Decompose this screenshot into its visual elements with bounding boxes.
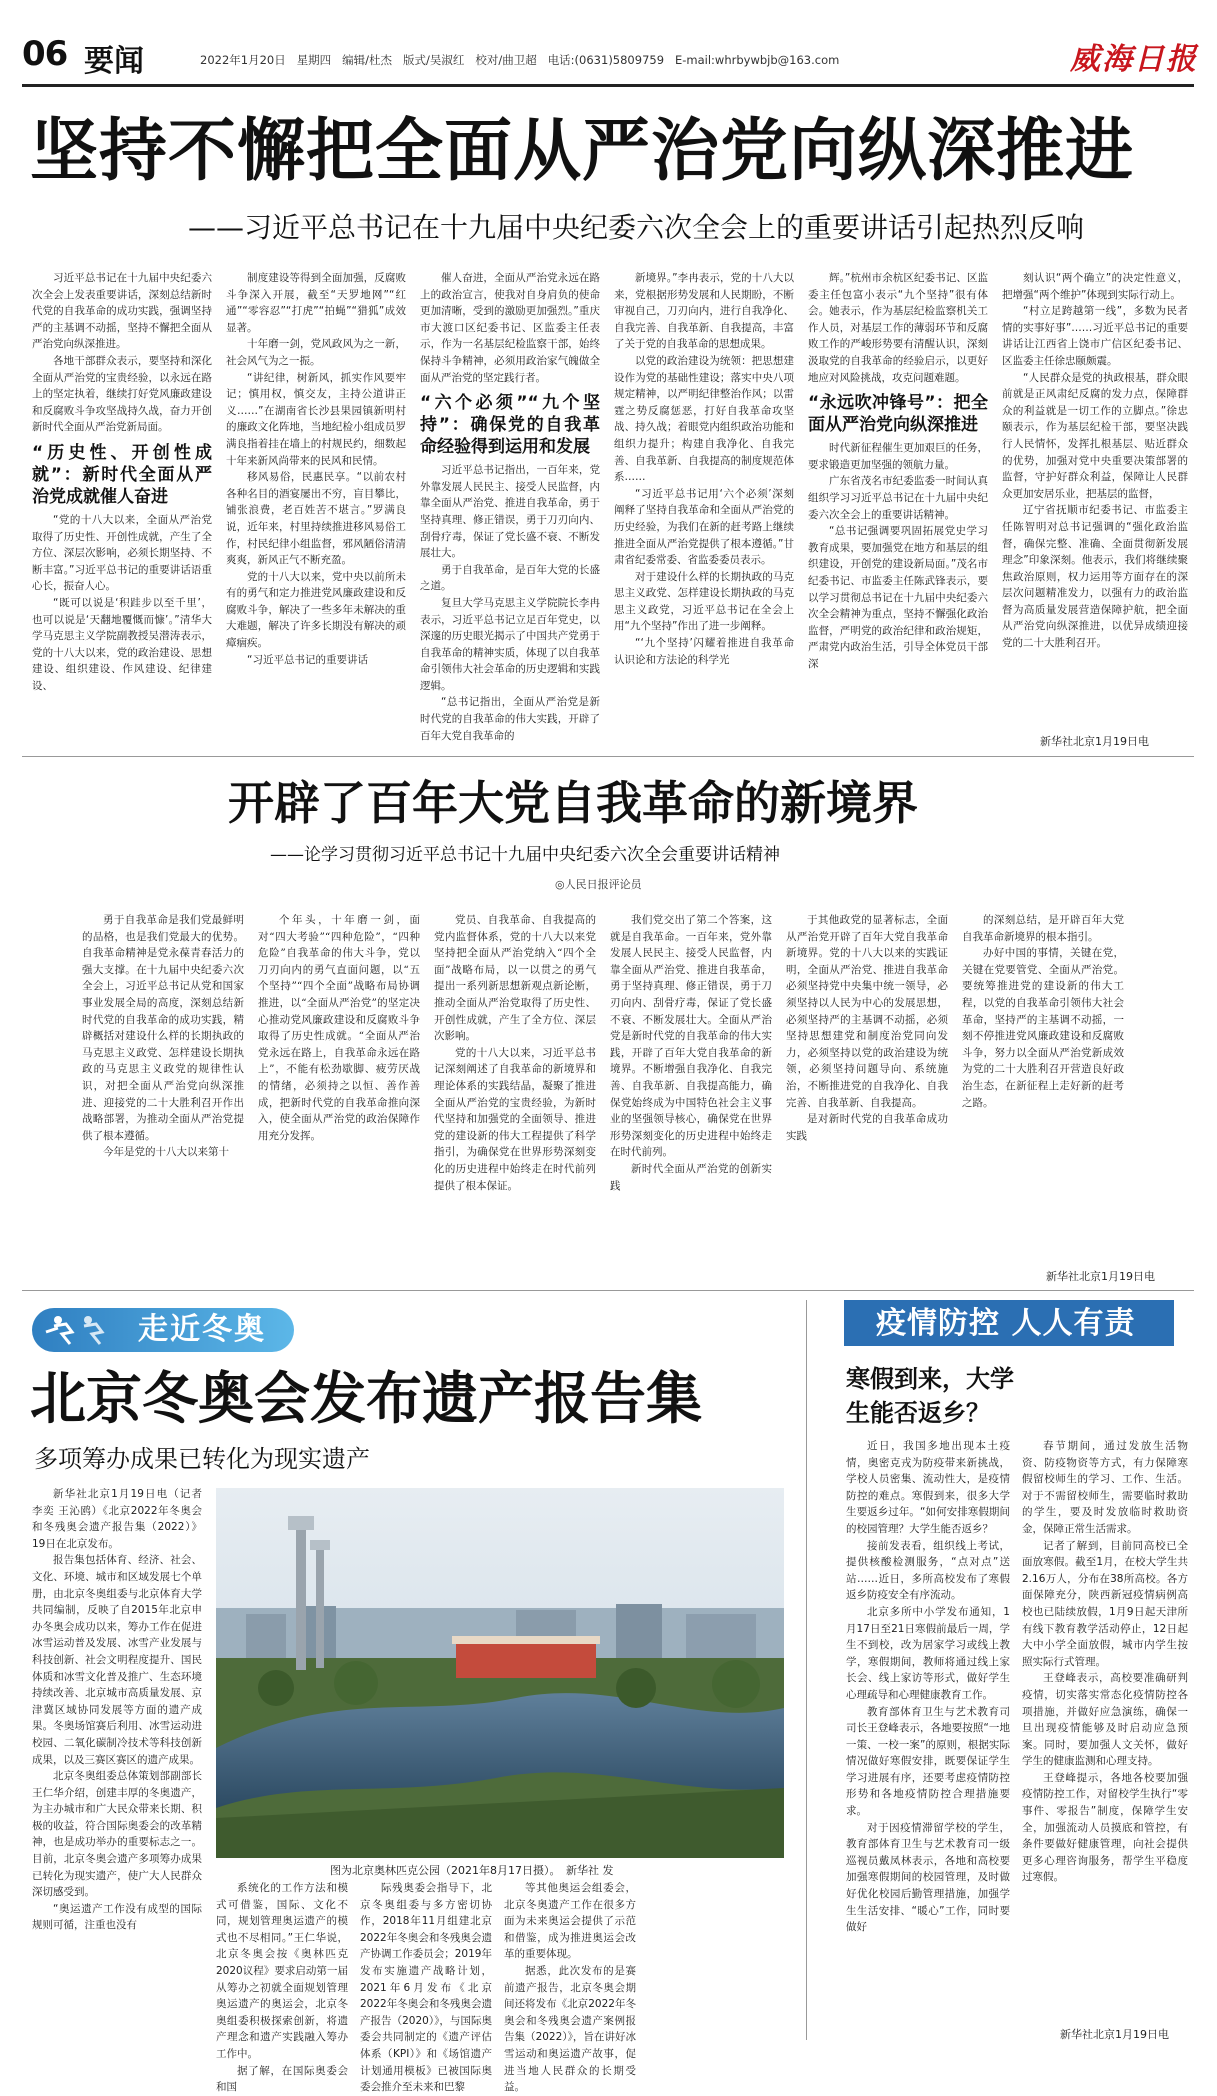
story1-paragraph: 刻认识“两个确立”的决定性意义，把增强“两个维护”体现到实际行动上。 <box>1002 272 1188 301</box>
story2-column-3 <box>434 912 596 1284</box>
header-layout: 版式/吴淑红 <box>403 53 465 67</box>
story2-credit: 新华社北京1月19日电 <box>1046 1270 1155 1283</box>
story4-paragraph: 王登峰提示，各地各校要加强疫情防控工作，对留校学生执行“零事件、零报告”制度，保障学生安全，加强流动人员摸底和管控，有条件要做好健康管理，向社会提供更多心理咨询服务，帮学生平稳度过寒假。 <box>1022 1771 1188 1884</box>
story2-paragraph: 今年是党的十八大以来第十 <box>103 1146 229 1159</box>
story4-paragraph: 北京多所中小学发布通知，1月17日至21日寒假前最后一周，学生不到校，改为居家学习或线上教学，寒假期间，教师将通过线上家长会、线上家访等形式，做好学生心理疏导和心理健康教育工作。 <box>846 1605 1010 1701</box>
story1-subtitle-2: “六个必须”“九个坚持”：确保党的自我革命经验得到运用和发展 <box>420 393 600 458</box>
story3-headline: 北京冬奥会发布遗产报告集 <box>30 1366 702 1432</box>
story1-paragraph: “‘九个坚持’闪耀着推进自我革命认识论和方法论的科学光 <box>614 637 794 666</box>
story4-headline: 寒假到来，大学生能否返乡？ <box>846 1365 1014 1427</box>
story2-paragraph: 勇于自我革命是我们党最鲜明的品格，也是我们党最大的优势。自我革命精神是党永葆青春活力的强大支撑。在十九届中央纪委六次全会上，习近平总书记从党和国家事业发展全局的高度，深刻总结新时代党的自我革命的成功实践，精辟概括对建设什么样的长期执政的马克思主义政党、怎样建设长期执政的马克思主义政党的规律性认识，对把全面从严治党向纵深推进、迎接党的二十大胜利召开作出战略部署，为推动全面从严治党提供了根本遵循。 <box>82 914 244 1142</box>
story4-paragraph: 接前发表看，组织线上考试，提供核酸检测服务，“点对点”送站……近日，多所高校发布了寒假返乡防疫安全有序流动。 <box>846 1539 1010 1602</box>
story1-paragraph: “总书记指出，全面从严治党是新时代党的自我革命的伟大实践，开辟了百年大党自我革命的 <box>420 696 600 742</box>
header-date: 2022年1月20日 <box>200 53 286 67</box>
story1-paragraph: 十年磨一剑，党风政风为之一新，社会风气为之一振。 <box>226 338 406 367</box>
header-phone: 电话:(0631)5809759 <box>547 53 665 67</box>
story1-paragraph: “习近平总书记的重要讲话 <box>247 653 368 666</box>
story3-paragraph: 据悉，此次发布的是赛前遗产报告，北京冬奥会期间还将发布《北京2022年冬奥会和冬残奥会遗产案例报告集（2022）》，旨在讲好冰雪运动和奥运遗产故事，促进当地人民群众的长期受益。 <box>504 1964 636 2094</box>
story2-paragraph: 党的十八大以来，习近平总书记深刻阐述了自我革命的新境界和理论体系的实践结晶，凝聚了推进全面从严治党的宝贵经验，为新时代坚持和加强党的全面领导、推进党的建设新的伟大工程提供了科学指引，为确保党在世界形势深刻变化的历史进程中始终走在时代前列提供了根本保证。 <box>434 1046 596 1192</box>
header-proof: 校对/曲卫超 <box>475 53 537 67</box>
story4-paragraph: 近日，我国多地出现本土疫情，奥密克戎为防疫带来新挑战，学校人员密集、流动性大，是疫情防控的难点。寒假到来，很多大学生要返乡过年。“如何安排寒假期间的校园管理？大学生能否返乡？ <box>846 1440 1010 1535</box>
story1-column-3 <box>420 270 600 745</box>
header-editor: 编辑/杜杰 <box>342 53 393 67</box>
skater-icon <box>40 1312 120 1348</box>
story1-subtitle-1: “历史性、开创性成就”：新时代全面从严治党成就催人奋进 <box>32 442 212 507</box>
masthead-logo: 威海日报 <box>1070 42 1198 77</box>
page-number: 06 <box>22 34 68 74</box>
story1-paragraph: “既可以说是‘积跬步以至千里’，也可以说是‘天翻地覆慨而慷’。”清华大学马克思主义学院副教授吴潜涛表示，党的十八大以来，党的政治建设、思想建设、组织建设、作风建设、纪律建设、 <box>32 596 212 692</box>
story3-subhead: 多项筹办成果已转化为现实遗产 <box>34 1445 370 1473</box>
story2-subhead: ——论学习贯彻习近平总书记十九届中央纪委六次全会重要讲话精神 <box>270 845 780 865</box>
story2-headline: 开辟了百年大党自我革命的新境界 <box>228 776 918 830</box>
divider <box>22 1290 1194 1291</box>
story4-column-1 <box>846 1438 1010 2043</box>
story2-paragraph: 我们党交出了第二个答案，这就是自我革命。一百年来，党外靠发展人民民主、接受人民监督，内靠全面从严治党、推进自我革命，勇于坚持真理、修正错误，勇于刀刃向内、刮骨疗毒，保证了党长盛不衰、不断发展壮大。全面从严治党是新时代党的自我革命的伟大实践，开辟了百年大党自我革命的新境界。不断增强自我净化、自我完善、自我革新、自我提高能力，确保党始终成为中国特色社会主义事业的坚强领导核心，确保党在世界形势深刻变化的历史进程中始终走在时代前列。 <box>610 914 772 1159</box>
story3-paragraph: 际残奥委会指导下，北京冬奥组委与多方密切协作，2018年11月组建北京2022年冬奥会和冬残奥会遗产协调工作委员会；2019年发布实施遗产战略计划，2021年6月发布《北京2022年冬奥会和冬残奥会遗产报告（2020）》，与国际奥委会共同制定的《遗产评估体系（KPI）》和《场馆遗产计划通用模板》已被国际奥委会推介至未来和巴黎 <box>360 1882 492 2094</box>
story3-paragraph: 报告集包括体育、经济、社会、文化、环境、城市和区域发展七个单册，由北京冬奥组委与北京体育大学共同编制，反映了自2015年北京申办冬奥会成功以来，筹办工作在促进冰雪运动普及发展、冰雪产业发展与科技创新、社会文明程度提升、国民体质和冰雪文化普及推广、生态环境持续改善、北京城市高质量发展、京津冀区域协同发展等方面的遗产成果。冬奥场馆赛后利用、冰雪运动进校园、二氧化碳制冷技术等科技创新成果，以及三赛区赛区的遗产成果。 <box>32 1554 202 1766</box>
story3-paragraph: 等其他奥运会组委会，北京冬奥遗产工作在很多方面为未来奥运会提供了示范和借鉴，成为推进奥运会改革的重要体现。 <box>504 1882 636 1961</box>
story1-paragraph: 复旦大学马克思主义学院院长李冉表示，习近平总书记立足百年党史，以深邃的历史眼光揭示了中国共产党勇于自我革命的精神实质，体现了以自我革命引领伟大社会革命的历史逻辑和实践逻辑。 <box>420 596 600 692</box>
story3-paragraph: 新华社北京1月19日电（记者 李奕 王沁鸥）《北京2022年冬奥会和冬残奥会遗产报告集（2022）》19日在北京发布。 <box>32 1488 202 1550</box>
story1-paragraph: 新境界。”李冉表示，党的十八大以来，党根据形势发展和人民期盼，不断审视自己，刀刃向内，进行自我净化、自我完善、自我革新、自我提高，丰富了关于党的自我革命的思想成果。 <box>614 272 794 351</box>
olympic-park-photo <box>216 1488 784 1858</box>
story3-column-2 <box>216 1880 348 2094</box>
section-name: 要闻 <box>84 44 144 79</box>
story1-paragraph: 党的十八大以来，党中央以前所未有的勇气和定力推进党风廉政建设和反腐败斗争，解决了一些多年未解决的重大难题，解决了许多长期没有解决的顽瘴痼疾。 <box>226 570 406 650</box>
story1-paragraph: 以党的政治建设为统领：把思想建设作为党的基础性建设；落实中央八项规定精神，以严明纪律整治作风；以雷霆之势反腐惩恶，打好自我革命攻坚战、持久战；着眼党内组织政治功能和组织力提升；构建自我净化、自我完善、自我革新、自我提高的制度规范体系…… <box>614 354 794 484</box>
story2-byline: ◎人民日报评论员 <box>555 878 642 891</box>
story1-paragraph: 广东省茂名市纪委监委一时间认真组织学习习近平总书记在十九届中央纪委六次全会上的重要讲话精神。 <box>808 475 988 521</box>
story1-column-5 <box>808 270 988 745</box>
story1-subtitle-3: “永远吹冲锋号”：把全面从严治党向纵深推进 <box>808 393 988 436</box>
story1-paragraph: “村立足跨越第一线”，多数为民者情的实事好事”……习近平总书记的重要讲话让江西省上饶市广信区纪委书记、区监委主任徐忠颐颇震。 <box>1002 305 1188 367</box>
story4-credit: 新华社北京1月19日电 <box>1060 2028 1169 2041</box>
photo-caption: 图为北京奥林匹克公园（2021年8月17日摄）。 新华社 发 <box>330 1864 614 1877</box>
story3-column-3 <box>360 1880 492 2094</box>
story3-paragraph: 据了解，在国际奥委会和国 <box>216 2064 348 2094</box>
story1-paragraph: “党的十八大以来，全面从严治党取得了历史性、开创性成就，产生了全方位、深层次影响，必须长期坚持、不断丰富。”习近平总书记的重要讲话语重心长，振奋人心。 <box>32 513 212 593</box>
story3-tag: 走近冬奥 <box>138 1312 266 1347</box>
story1-paragraph: 习近平总书记指出，一百年来，党外靠发展人民民主、接受人民监督，内靠全面从严治党、推进自我革命，勇于坚持真理、修正错误，勇于刀刃向内、刮骨疗毒，保证了党长盛不衰、不断发展壮大。 <box>420 464 600 560</box>
story2-column-1 <box>82 912 244 1284</box>
story2-paragraph: 办好中国的事情，关键在党，关键在党要管党、全面从严治党。要统筹推进党的建设新的伟大工程，以党的自我革命引领伟大社会革命，坚持严的主基调不动摇，一刻不停推进党风廉政建设和反腐败斗争，努力以全面从严治党新成效为党的二十大胜利召开营造良好政治生态，在新征程上走好新的赶考之路。 <box>962 947 1124 1109</box>
story3-column-4 <box>504 1880 636 2094</box>
story3-paragraph: “奥运遗产工作没有成型的国际规则可循，注重也没有 <box>32 1902 202 1932</box>
story4-paragraph: 春节期间，通过发放生活物资、防疫物资等方式，有力保障寒假留校师生的学习、工作、生活。对于不需留校师生，需要临时救助的学生，要及时发放临时救助资金，保障正常生活需求。 <box>1022 1440 1188 1535</box>
story2-column-4 <box>610 912 772 1284</box>
story1-credit: 新华社北京1月19日电 <box>1040 735 1149 748</box>
story1-paragraph: 习近平总书记在十九届中央纪委六次全会上发表重要讲话，深刻总结新时代党的自我革命的成功实践，强调坚持严的主基调不动摇，坚持不懈把全面从严治党向纵深推进。 <box>32 272 212 351</box>
header-rule <box>22 84 1194 87</box>
story4-paragraph: 记者了解到，目前同高校已全面放寒假。截至1月，在校大学生共2.16万人，分布在38所高校。各方面保障充分，陕西新冠疫情病例高校也已陆续放假，1月9日起天津所有线下教育教学活动停止，12日起大中小学全面放假，城市内学生按照实际行式管理。 <box>1022 1539 1188 1668</box>
story2-paragraph: 于其他政党的显著标志，全面从严治党开辟了百年大党自我革命新境界。党的十八大以来的实践证明，全面从严治党、推进自我革命必须坚持党中央集中统一领导，必须坚持以人民为中心的发展思想，必须坚持严的主基调不动摇，必须坚持思想建党和制度治党同向发力，必须坚持以党的政治建设为统领，必须坚持问题导向、系统施治，不断推进党的自我净化、自我完善、自我革新、自我提高。 <box>786 914 948 1109</box>
story2-paragraph: 是对新时代党的自我革命成功实践 <box>786 1113 948 1142</box>
story1-paragraph: 时代新征程催生更加艰巨的任务，要求锻造更加坚强的领航力量。 <box>808 442 988 471</box>
header-email: E-mail:whrbywbjb@163.com <box>675 53 840 67</box>
story1-paragraph: 对于建设什么样的长期执政的马克思主义政党、怎样建设长期执政的马克思主义政党，习近平总书记在全会上用“九个坚持”作出了进一步阐释。 <box>614 570 794 633</box>
story1-column-6 <box>1002 270 1188 732</box>
header-meta <box>200 52 839 68</box>
story1-paragraph: 催人奋进，全面从严治党永远在路上的政治宣言，使我对自身肩负的使命更加清晰，受到的激励更加强烈。”重庆市大渡口区纪委书记、区监委主任表示，作为一名基层纪检监察干部，始终保持斗争精神，必须用政治家气魄做全面从严治党的坚定践行者。 <box>420 272 600 384</box>
story1-headline: 坚持不懈把全面从严治党向纵深推进 <box>30 112 1135 191</box>
story2-paragraph: 个年头，十年磨一剑，面对“四大考验”“四种危险”，“四种危险”自我革命的伟大斗争，党以刀刃向内的勇气直面问题，以“五个坚持”“四个全面”战略布局协调推进，以“全面从严治党”的坚定决心推动党风廉政建设和反腐败斗争取得了历史性成就。“全面从严治党永远在路上，自我革命永远在路上”，不能有松劲歇脚、疲劳厌战的情绪，必须持之以恒、善作善成，把新时代党的自我革命推向深入，使全面从严治党的政治保障作用充分发挥。 <box>258 914 420 1142</box>
divider <box>22 756 1194 757</box>
story1-column-4 <box>614 270 794 745</box>
story2-paragraph: 党员、自我革命、自我提高的党内监督体系，党的十八大以来党坚持把全面从严治党纳入“四个全面”战略布局，以一以贯之的勇气提出一系列新思想新观点新论断，推动全面从严治党取得了历史性、开创性成就，产生了全方位、深层次影响。 <box>434 914 596 1043</box>
story4-paragraph: 教育部体育卫生与艺术教育司司长王登峰表示，各地要按照“一地一策、一校一案”的原则，根据实际情况做好寒假安排，既要保证学生学习进展有序，还要考虑疫情防控形势和各地疫情防控合理措施要求。 <box>846 1705 1010 1818</box>
column-divider <box>806 1300 807 2040</box>
story3-paragraph: 北京冬奥组委总体策划部副部长王仁华介绍，创建丰厚的冬奥遗产，为主办城市和广大民众带来长期、积极的收益，符合国际奥委会的改革精神，也是成功举办的重要标志之一。目前，北京冬奥会遗产多项筹办成果已转化为现实遗产，使广大人民群众深切感受到。 <box>32 1770 202 1899</box>
story1-paragraph: 勇于自我革命，是百年大党的长盛之道。 <box>420 563 600 593</box>
story2-column-5 <box>786 912 948 1284</box>
header-weekday: 星期四 <box>296 53 332 67</box>
story4-column-2 <box>1022 1438 1188 2023</box>
story1-subhead: ——习近平总书记在十九届中央纪委六次全会上的重要讲话引起热烈反响 <box>188 211 1085 244</box>
story4-paragraph: 王登峰表示，高校要准确研判疫情，切实落实常态化疫情防控各项措施，并做好应急演练，确保一旦出现疫情能够及时启动应急预案。同时，要加强人文关怀，做好学生的健康监测和心理支持。 <box>1022 1672 1188 1768</box>
story2-column-6 <box>962 912 1124 1260</box>
story1-paragraph: “人民群众是党的执政根基，群众眼前就是正风肃纪反腐的发力点，保障群众的利益就是一切工作的立脚点。”徐忠颐表示，作为基层纪检干部，要坚决践行人民情怀，发挥扎根基层、贴近群众的优势，加强对党中央重要决策部署的监督，守护好群众利益，保障让人民群众更加安居乐业，把基层的监督， <box>1002 371 1188 500</box>
story1-paragraph: “总书记强调要巩固拓展党史学习教育成果，要加强党在地方和基层的组织建设，开创党的建设新局面。”茂名市纪委书记、市监委主任陈武锋表示，要以学习贯彻总书记在十九届中央纪委六次全会精神为重点，坚持不懈强化政治监督，严明党的政治纪律和政治规矩，严肃党内政治生活，引导全体党员干部深 <box>808 525 988 670</box>
story1-paragraph: 辉。”杭州市余杭区纪委书记、区监委主任包富小表示“九个坚持”很有体会。她表示，作为基层纪检监察机关工作人员，对基层工作的薄弱环节和反腐败工作的严峻形势要有清醒认识，深刻汲取党的自我革命的经验启示，以更好地应对风险挑战，攻克问题难题。 <box>808 272 988 384</box>
story3-paragraph: 系统化的工作方法和模式可借鉴，国际、文化不同，规划管理奥运遗产的模式也不尽相同。”王仁华说，北京冬奥会按《奥林匹克2020议程》要求启动第一届从筹办之初就全面规划管理奥运遗产的奥运会，北京冬奥组委积极探索创新，将遗产理念和遗产实践融入筹办工作中。 <box>216 1882 348 2060</box>
story1-paragraph: 移风易俗，民惠民享。“以前农村各种名目的酒宴屡出不穷，盲目攀比，铺张浪费，老百姓苦不堪言。”罗满良说，近年来，村里持续推进移风易俗工作，村民纪律小组监督，邪风陋俗清清爽爽，新风正气不断充盈。 <box>226 471 406 567</box>
story4-tag: 疫情防控 人人有责 <box>876 1306 1136 1341</box>
story2-paragraph: 的深刻总结，是开辟百年大党自我革命新境界的根本指引。 <box>962 914 1124 943</box>
story1-column-1 <box>32 270 212 745</box>
story2-column-2 <box>258 912 420 1284</box>
story1-paragraph: “讲纪律，树新风，抓实作风要牢记；慎用权，慎交友，主持公道讲正义……”在湖南省长沙县果园镇新明村的廉政文化阵地，当地纪检小组成员罗满良指着挂在墙上的村规民约，细数起十年来新风尚带来的民风和民情。 <box>226 371 406 467</box>
story2-paragraph: 新时代全面从严治党的创新实践 <box>610 1162 772 1192</box>
story1-paragraph: 辽宁省抚顺市纪委书记、市监委主任陈智明对总书记强调的“强化政治监督，确保完整、准确、全面贯彻新发展理念”印象深刻。他表示，我们将继续聚焦政治原则，权力运用等方面存在的深层次问题精准发力，以强有力的政治监督为高质量发展营造保障护航，把全面从严治党向纵深推进，以优异成绩迎接党的二十大胜利召开。 <box>1002 504 1188 650</box>
story1-column-2 <box>226 270 406 745</box>
story1-paragraph: 各地干部群众表示，要坚持和深化全面从严治党的宝贵经验，以永远在路上的坚定执着，继续打好党风廉政建设和反腐败斗争攻坚战持久战，奋力开创新时代全面从严治党新局面。 <box>32 354 212 434</box>
story4-paragraph: 对于因疫情滞留学校的学生，教育部体育卫生与艺术教育司一级巡视员戴凤林表示，各地和高校要加强寒假期间的校园管理，及时做好优化校园后勤管理措施，加强学生生活安排、“暖心”工作，同时要做好 <box>846 1821 1010 1934</box>
story1-paragraph: 制度建设等得到全面加强，反腐败斗争深入开展，截至“天罗地网”“红通”“零容忍”“打虎”“拍蝇”“猎狐”成效显著。 <box>226 272 406 334</box>
story3-column-1 <box>32 1486 202 2041</box>
story1-paragraph: “习近平总书记用‘六个必须’深刻阐释了坚持自我革命和全面从严治党的历史经验，为我们在新的赶考路上继续推进全面从严治党提供了根本遵循。”甘肃省纪委常委、省监委委员表示。 <box>614 487 794 567</box>
